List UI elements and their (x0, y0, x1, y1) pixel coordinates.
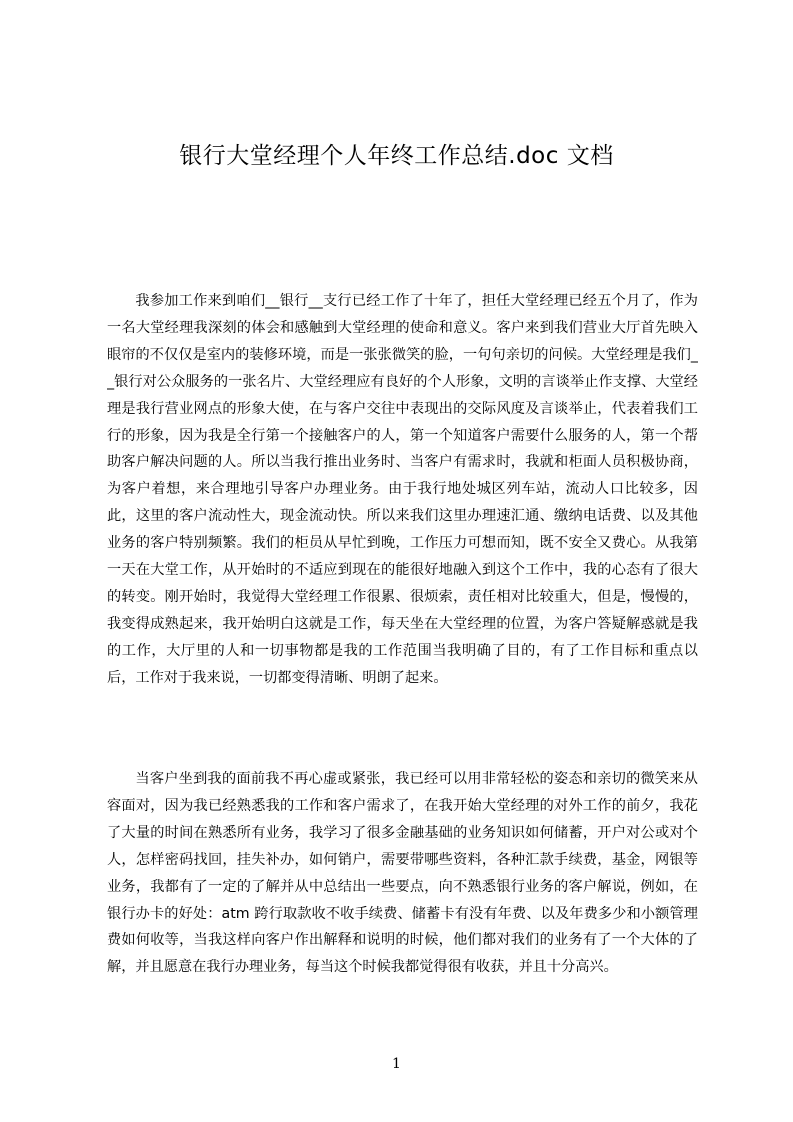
document-title: 银行大堂经理个人年终工作总结.doc 文档 (179, 143, 614, 169)
body-paragraph-2: 当客户坐到我的面前我不再心虚或紧张，我已经可以用非常轻松的姿态和亲切的微笑来从容面对，因为我已经熟悉我的工作和客户需求了，在我开始大堂经理的对外工作的前夕，我花了大量的时间在熟悉所有业务，我学习了很多金融基础的业务知识如何储蓄，开户对公或对个人，怎样密码找回，挂失补办，如何销户，需要带哪些资料，各种汇款手续费，基金，网银等业务，我都有了一定的了解并从中总结出一些要点，向不熟悉银行业务的客户解说，例如，在银行办卡的好处：atm 跨行取款收不收手续费、储蓄卡有没有年费、以及年费多少和小额管理费如何收等，当我这样向客户作出解释和说明的时候，他们都对我们的业务有了一个大体的了解，并且愿意在我行办理业务，每当这个时候我都觉得很有收获，并且十分高兴。 (107, 771, 698, 976)
body-paragraph-1: 我参加工作来到咱们__银行__支行已经工作了十年了，担任大堂经理已经五个月了，作为一名大堂经理我深刻的体会和感触到大堂经理的使命和意义。客户来到我们营业大厅首先映入眼帘的不仅仅是室内的装修环境，而是一张张微笑的脸，一句句亲切的问候。大堂经理是我们__银行对公众服务的一张名片、大堂经理应有良好的个人形象，文明的言谈举止作支撑、大堂经理是我行营业网点的形象大使，在与客户交往中表现出的交际风度及言谈举止，代表着我们工行的形象，因为我是全行第一个接触客户的人，第一个知道客户需要什么服务的人，第一个帮助客户解决问题的人。所以当我行推出业务时、当客户有需求时，我就和柜面人员积极协商，为客户着想，来合理地引导客户办理业务。由于我行地处城区列车站，流动人口比较多，因此，这里的客户流动性大，现金流动快。所以来我们这里办理速汇通、缴纳电话费、以及其他业务的客户特别频繁。我们的柜员从早忙到晚，工作压力可想而知，既不安全又费心。从我第一天在大堂工作，从开始时的不适应到现在的能很好地融入到这个工作中，我的心态有了很大的转变。刚开始时，我觉得大堂经理工作很累、很烦索，责任相对比较重大，但是，慢慢的，我变得成熟起来，我开始明白这就是工作，每天坐在大堂经理的位置，为客户答疑解惑就是我的工作，大厅里的人和一切事物都是我的工作范围当我明确了目的，有了工作目标和重点以后，工作对于我来说，一切都变得清晰、明朗了起来。 (107, 293, 698, 686)
page-number: 1 (392, 1056, 401, 1072)
